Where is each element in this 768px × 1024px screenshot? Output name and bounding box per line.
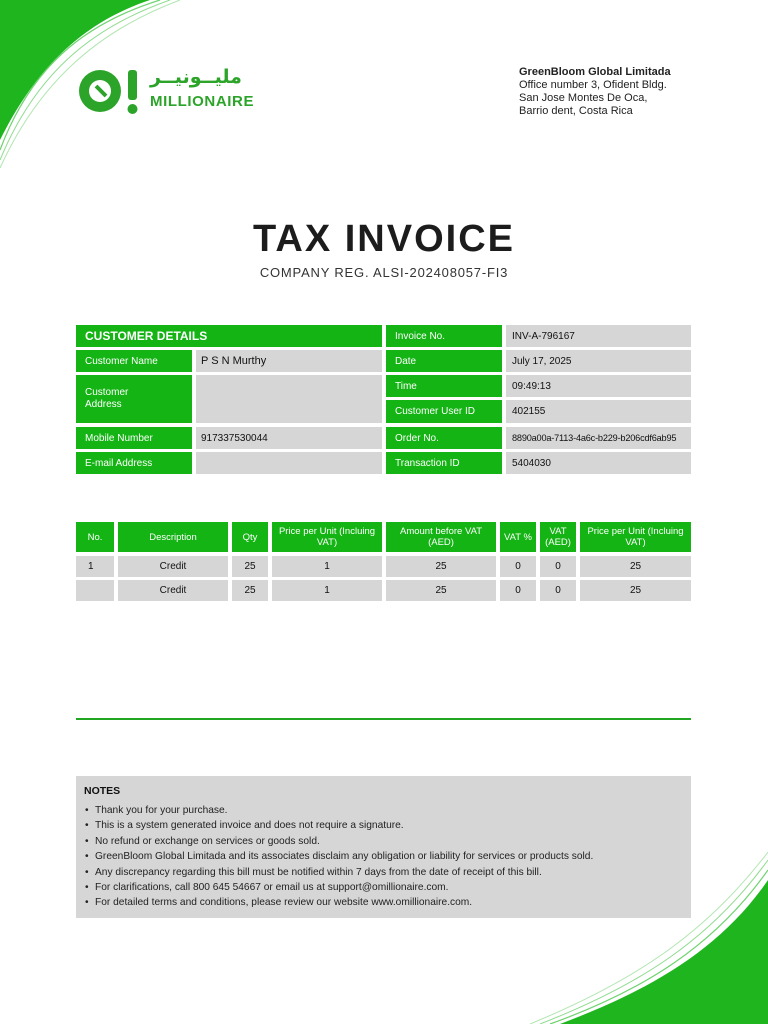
table-cell: 0 (540, 580, 576, 601)
table-cell: 25 (386, 556, 496, 577)
mobile-number-value: 917337530044 (196, 427, 382, 449)
notes-title: NOTES (84, 785, 121, 797)
customer-details-header: CUSTOMER DETAILS (76, 325, 382, 347)
notes-box (76, 776, 691, 918)
date-value: July 17, 2025 (506, 350, 691, 372)
transaction-id-value: 5404030 (506, 452, 691, 474)
page-title: TAX INVOICE (253, 218, 515, 260)
table-cell: 0 (500, 556, 536, 577)
table-cell: Credit (118, 556, 228, 577)
note-item: • Thank you for your purchase. (95, 803, 683, 818)
col-header-qty: Qty (232, 522, 268, 552)
company-address-line: Office number 3, Ofident Bldg. (519, 79, 667, 91)
col-header-vat-percent: VAT % (500, 522, 536, 552)
company-address-line: San Jose Montes De Oca, (519, 92, 648, 104)
table-cell: 1 (272, 580, 382, 601)
table-cell: 25 (386, 580, 496, 601)
customer-address-value (196, 375, 382, 423)
company-name: GreenBloom Global Limitada (519, 66, 671, 78)
table-cell: 1 (76, 556, 114, 577)
customer-name-label: Customer Name (76, 350, 192, 372)
col-header-total-price: Price per Unit (Incluing VAT) (580, 522, 691, 552)
note-item: • This is a system generated invoice and does not require a signature. (95, 818, 683, 833)
table-cell: 0 (500, 580, 536, 601)
table-cell: 25 (232, 556, 268, 577)
note-item: • Any discrepancy regarding this bill must be notified within 7 days from the date of receipt of this bill. (95, 865, 683, 880)
invoice-no-label: Invoice No. (386, 325, 502, 347)
col-header-vat-aed: VAT (AED) (540, 522, 576, 552)
email-address-value (196, 452, 382, 474)
note-item: • No refund or exchange on services or goods sold. (95, 834, 683, 849)
table-cell: 25 (580, 556, 691, 577)
col-header-description: Description (118, 522, 228, 552)
mobile-number-label: Mobile Number (76, 427, 192, 449)
company-registration: COMPANY REG. ALSI-202408057-FI3 (259, 265, 509, 280)
order-no-value: 8890a00a-7113-4a6c-b229-b206cdf6ab95 (506, 427, 691, 449)
transaction-id-label: Transaction ID (386, 452, 502, 474)
note-item: • For clarifications, call 800 645 54667 or email us at support@omillionaire.com. (95, 880, 683, 895)
date-label: Date (386, 350, 502, 372)
section-divider (76, 718, 691, 720)
company-address-line: Barrio dent, Costa Rica (519, 105, 633, 117)
time-value: 09:49:13 (506, 375, 691, 397)
brand-arabic-name: مليــونيــر (150, 67, 242, 88)
invoice-no-value: INV-A-796167 (506, 325, 691, 347)
table-cell: 1 (272, 556, 382, 577)
customer-user-id-value: 402155 (506, 400, 691, 423)
company-info (519, 66, 671, 118)
time-label: Time (386, 375, 502, 397)
table-cell: 25 (580, 580, 691, 601)
col-header-price-per-unit: Price per Unit (Incluing VAT) (272, 522, 382, 552)
notes-list (84, 803, 683, 911)
note-item: • GreenBloom Global Limitada and its associates disclaim any obligation or liability for services or products sold. (95, 849, 683, 864)
customer-name-value: P S N Murthy (196, 350, 382, 372)
order-no-label: Order No. (386, 427, 502, 449)
customer-user-id-label: Customer User ID (386, 400, 502, 423)
note-item: • For detailed terms and conditions, please review our website www.omillionaire.com. (95, 895, 683, 910)
col-header-no: No. (76, 522, 114, 552)
table-cell: 25 (232, 580, 268, 601)
brand-name: MILLIONAIRE (150, 93, 255, 110)
email-address-label: E-mail Address (76, 452, 192, 474)
customer-address-label: Customer Address (76, 375, 192, 423)
table-cell (76, 580, 114, 601)
table-cell: Credit (118, 580, 228, 601)
table-cell: 0 (540, 556, 576, 577)
col-header-amount-before-vat: Amount before VAT (AED) (386, 522, 496, 552)
